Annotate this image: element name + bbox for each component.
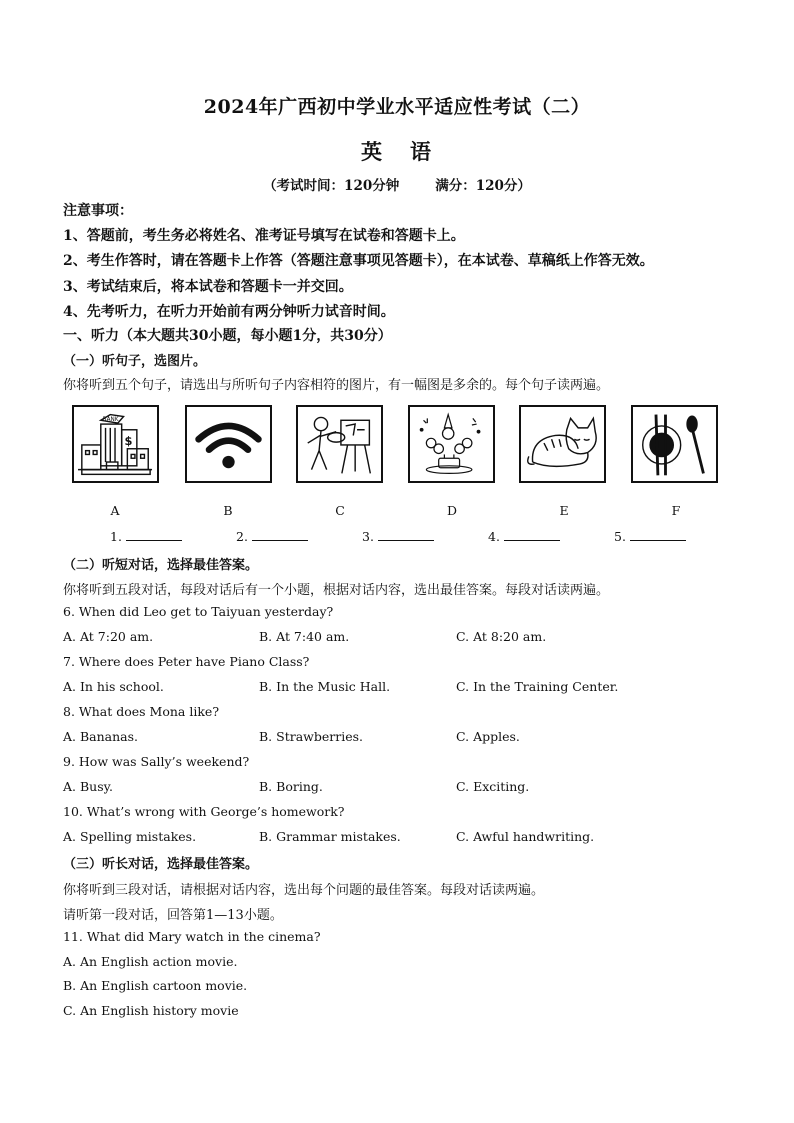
q11-option-c[interactable]: C. An English history movie [63, 1003, 239, 1018]
subject-heading [0, 136, 794, 166]
q11-option-a[interactable]: A. An English action movie. [63, 954, 238, 969]
picture-letter-f: F [671, 503, 681, 518]
bank-sign-text: BANK [102, 417, 119, 424]
exam-time: （考试时间：120分钟 [263, 178, 400, 194]
answer-blank-5[interactable]: 5. [614, 528, 686, 544]
painting-boy-icon [296, 405, 383, 483]
q9-option-b[interactable]: B. Boring. [259, 779, 323, 794]
notes-heading: 注意事项： [63, 203, 133, 219]
answer-blank-2[interactable]: 2. [236, 528, 308, 544]
subject-char-2: 语 [410, 139, 433, 164]
q6-option-c[interactable]: C. At 8:20 am. [456, 629, 547, 644]
q8-option-a[interactable]: A. Bananas. [63, 729, 139, 744]
q10-option-c[interactable]: C. Awful handwriting. [456, 829, 595, 844]
part1-instruction: 你将听到五个句子，请选出与所听句子内容相符的图片，有一幅图是多余的。每个句子读两遍。 [63, 378, 610, 393]
answer-blank-3[interactable]: 3. [362, 528, 434, 544]
q7-option-c[interactable]: C. In the Training Center. [456, 679, 619, 694]
bank-building-icon [72, 405, 159, 483]
question-6: 6. When did Leo get to Taiyuan yesterday? [63, 604, 334, 619]
question-10: 10. What’s wrong with George’s homework? [63, 804, 345, 819]
q10-option-b[interactable]: B. Grammar mistakes. [259, 829, 401, 844]
full-score: 满分：120分） [435, 178, 531, 194]
exam-info [0, 174, 794, 194]
picture-letter-b: B [223, 503, 233, 518]
section1-heading: 一、听力（本大题共30小题，每小题1分，共30分） [63, 328, 392, 344]
chopsticks-spoon-icon [631, 405, 718, 483]
question-8: 8. What does Mona like? [63, 704, 220, 719]
answer-blank-4[interactable]: 4. [488, 528, 560, 544]
question-11: 11. What did Mary watch in the cinema? [63, 929, 321, 944]
question-9: 9. How was Sally’s weekend? [63, 754, 250, 769]
note-item-3: 3、考试结束后，将本试卷和答题卡一并交回。 [63, 279, 353, 295]
note-item-2: 2、考生作答时，请在答题卡上作答（答题注意事项见答题卡），在本试卷、草稿纸上作答无效。 [63, 253, 654, 269]
part3-heading: （三）听长对话，选择最佳答案。 [63, 857, 259, 872]
picture-letter-c: C [335, 503, 345, 518]
answer-blank-1[interactable]: 1. [110, 528, 182, 544]
part3-instruction: 你将听到三段对话，请根据对话内容，选出每个问题的最佳答案。每段对话读两遍。 [63, 883, 545, 898]
sleeping-cat-icon [519, 405, 606, 483]
svg-text:$: $ [124, 433, 133, 448]
exam-title: 2024年广西初中学业水平适应性考试（二） [203, 96, 591, 118]
q8-option-c[interactable]: C. Apples. [456, 729, 520, 744]
subject-char-1: 英 [361, 139, 384, 164]
question-7: 7. Where does Peter have Piano Class? [63, 654, 310, 669]
part2-heading: （二）听短对话，选择最佳答案。 [63, 558, 259, 573]
part1-heading: （一）听句子，选图片。 [63, 354, 207, 369]
picture-letter-a: A [110, 503, 120, 518]
q7-option-a[interactable]: A. In his school. [63, 679, 164, 694]
q7-option-b[interactable]: B. In the Music Hall. [259, 679, 391, 694]
q6-option-b[interactable]: B. At 7:40 am. [259, 629, 350, 644]
q11-option-b[interactable]: B. An English cartoon movie. [63, 978, 248, 993]
q8-option-b[interactable]: B. Strawberries. [259, 729, 363, 744]
q9-option-a[interactable]: A. Busy. [63, 779, 113, 794]
q6-option-a[interactable]: A. At 7:20 am. [63, 629, 154, 644]
q10-option-a[interactable]: A. Spelling mistakes. [63, 829, 197, 844]
note-item-4: 4、先考听力，在听力开始前有两分钟听力试音时间。 [63, 304, 395, 320]
part2-instruction: 你将听到五段对话，每段对话后有一个小题，根据对话内容，选出最佳答案。每段对话读两遍。 [63, 583, 610, 598]
part3-sub-instruction: 请听第一段对话，回答第1—13小题。 [63, 908, 283, 923]
wifi-icon [185, 405, 272, 483]
birthday-party-icon [408, 405, 495, 483]
picture-row [70, 405, 730, 493]
picture-letter-e: E [559, 503, 569, 518]
picture-letter-d: D [446, 503, 458, 518]
q9-option-c[interactable]: C. Exciting. [456, 779, 530, 794]
note-item-1: 1、答题前，考生务必将姓名、准考证号填写在试卷和答题卡上。 [63, 228, 465, 244]
